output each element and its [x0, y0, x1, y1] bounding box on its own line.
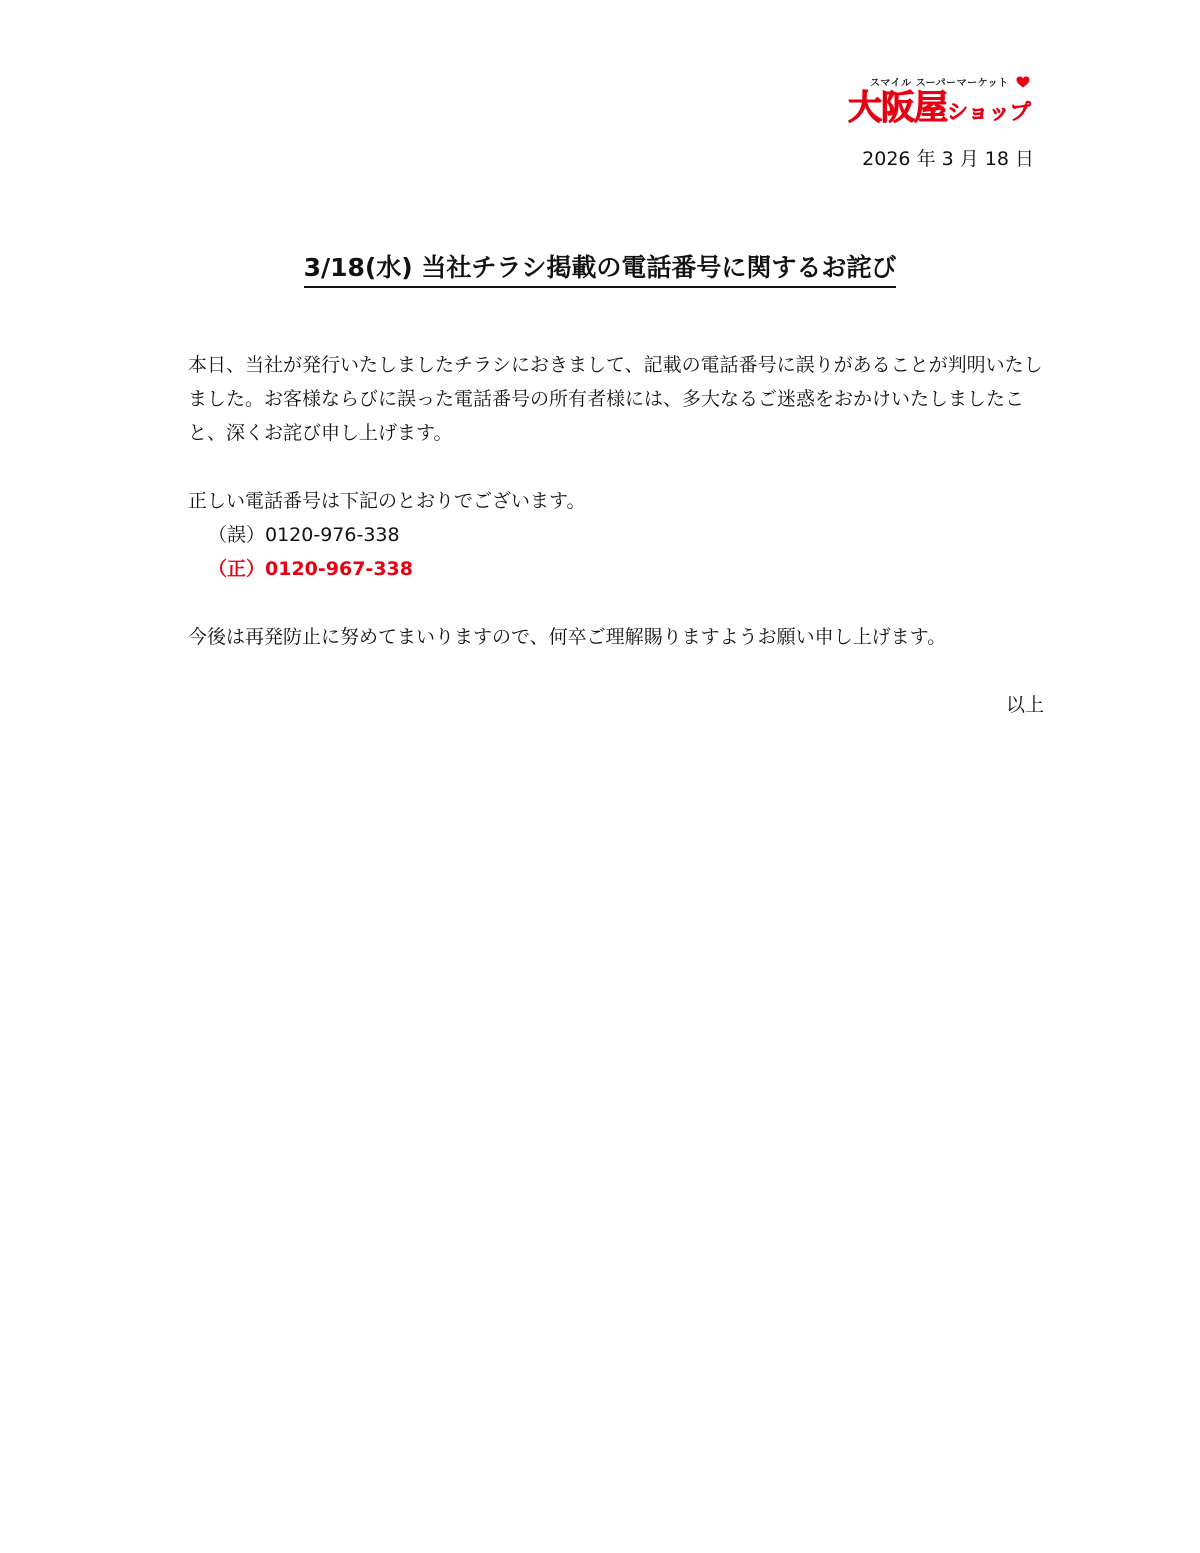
closing-text: 以上 — [1005, 694, 1044, 716]
document-body — [168, 348, 1044, 722]
document-title: 3/18(水) 当社チラシ掲載の電話番号に関するお詫び — [304, 248, 897, 288]
spacer — [168, 450, 1044, 484]
prevention-paragraph: 今後は再発防止に努めてまいりますので、何卒ご理解賜りますようお願い申し上げます。 — [188, 626, 947, 648]
document-date: 2026 年 3 月 18 日 — [862, 148, 1034, 170]
logo-tagline: スマイル スーパーマーケット — [870, 78, 1009, 89]
title-container — [0, 248, 1200, 288]
wrong-phone-number: （誤）0120-976-338 — [208, 524, 400, 546]
company-logo — [846, 74, 1046, 130]
spacer — [168, 586, 1044, 620]
spacer — [168, 654, 1044, 688]
correction-intro: 正しい電話番号は下記のとおりでございます。 — [188, 490, 586, 512]
heart-icon — [1016, 76, 1030, 88]
correct-phone-number: （正）0120-967-338 — [208, 558, 413, 580]
logo-wordmark — [848, 88, 1031, 132]
logo-name: 大阪屋 — [848, 88, 947, 128]
apology-paragraph: 本日、当社が発行いたしましたチラシにおきまして、記載の電話番号に誤りがあることが判明いたしました。お客様ならびに誤った電話番号の所有者様には、多大なるご迷惑をおかけいたしましたこと、深くお詫び申し上げます。 — [188, 354, 1043, 444]
logo-sub: ショップ — [947, 100, 1031, 124]
